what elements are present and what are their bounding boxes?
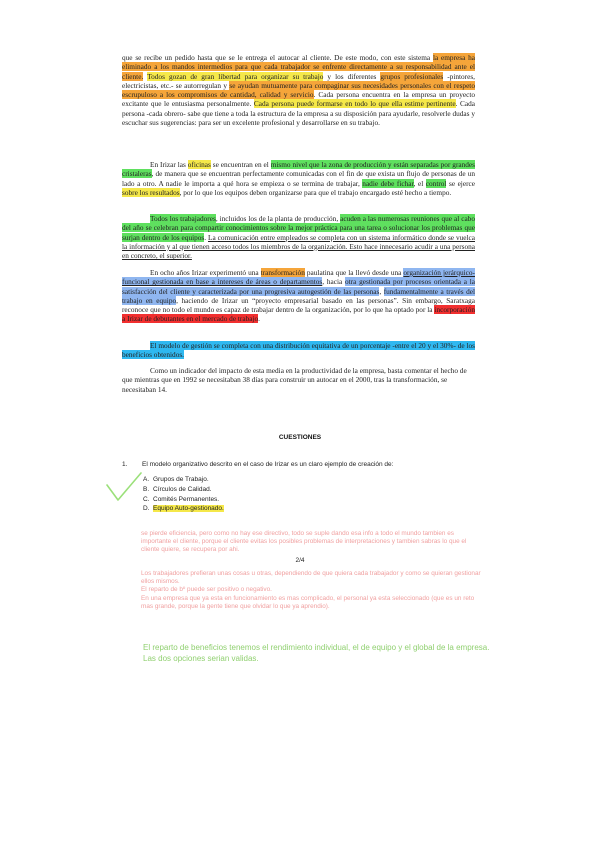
highlight-blue: fundamentalmente a través del trabajo en equipo — [122, 286, 476, 305]
note-line: En una empresa que ya esta en funcionamiento es mas complicado, el personal ya esta seleccionado (que es un reto mas grande, porque la gente tiene que olvidar lo que ya aprendio). — [141, 594, 475, 610]
note-line: El reparto de beneficios tenemos el rendimiento individual, el de equipo y el global de la empresa. — [143, 643, 490, 652]
paragraph-4 — [122, 268, 475, 324]
highlight-orange: transformación — [260, 268, 305, 277]
text-run: , hacia — [322, 277, 345, 287]
text-run: . — [258, 314, 260, 324]
note-line: Las dos opciones serian validas. — [143, 653, 259, 663]
page-number: 2/4 — [295, 557, 305, 564]
highlight-orange: se ayudan mutuamente para compaginar sus necesidades personales con el respeto escrupuloso a los compromisos de cantidad, calidad y servicio — [122, 80, 475, 100]
text-run: , haciendo de Irizar un “proyecto empresarial basado en las personas”. Sin embargo, Saratxaga reconoce que no todo el mundo es capaz de trabajar dentro de la organización, por lo que ha optado por la — [122, 295, 475, 315]
highlight-yellow: Todos gozan de gran libertad para organizar su trabajo — [147, 71, 324, 81]
option-c — [143, 495, 224, 505]
text-run: -pintores, electricistas, etc.- se autorregulan y — [122, 71, 476, 90]
highlight-green: nadie debe fichar — [362, 178, 414, 188]
text-run: . Cada persona -cada obrero- sabe que tiene a toda la estructura de la empresa a su disposición para ayudarle, resolverle dudas y escuchar sus sugerencias: para ser un excelente profesional y desarrollarse en su trabajo. — [122, 99, 475, 128]
question-1 — [122, 461, 482, 468]
text-run: se ejerce — [446, 178, 475, 188]
text-run: y los diferentes — [323, 71, 381, 81]
checkmark-icon — [104, 470, 144, 504]
handwritten-note-red-1: se pierde eficiencia, pero como no hay ese directivo, todo se suple dando esa info a todo el mundo tambien es importante el cliente, porque el cliente evitas los posibles problemas de interpretaciones y tambien sabras lo que el cliente quiere, se recupera por ahi. — [141, 530, 467, 554]
note-line: El reparto de bº puede ser positivo o negativo. — [141, 586, 272, 594]
option-d — [143, 504, 224, 514]
paragraph-2 — [122, 160, 475, 197]
highlight-blue: otra gestionada por procesos orientada a la satisfacción del cliente y caracterizada por una progresiva autogestión de las personas — [122, 277, 475, 296]
note-line: Los trabajadores prefieran unas cosas u otras, dependiendo de que quiera cada trabajador y como se quieran gestionar ellos mismos. — [141, 570, 481, 586]
question-text: El modelo organizativo descrito en el caso de Irizar es un claro ejemplo de creación de: — [142, 461, 394, 468]
answer-options — [143, 475, 224, 514]
underlined-text: La comunicación entre empleados se completa con un sistema informático donde se vuelca la información y al que tienen acceso todos los miembros de la organización. Esto hace innecesario acudir a una persona en concreto, el superior. — [122, 232, 475, 261]
highlight-yellow: sobre los resultados — [122, 187, 180, 197]
option-letter: A. — [143, 476, 150, 483]
highlight-blue: organización jerárquico-funcional gestionada en base a intereses de áreas o departamentos — [122, 268, 475, 287]
highlight-yellow: oficinas — [187, 160, 211, 169]
text-run: , por lo que los equipos deben organizarse para que el trabajo encargado esté hecho a tiempo. — [179, 187, 452, 197]
highlight-green: Todos los trabajadores — [150, 214, 216, 223]
text-run: , el — [413, 178, 426, 188]
option-b — [143, 485, 224, 495]
text-run: paulatina que la llevó desde una — [304, 268, 404, 277]
text-run: En ocho años Irizar experimentó una — [150, 268, 261, 277]
option-letter: B. — [143, 485, 150, 493]
option-letter: C. — [143, 495, 150, 503]
highlight-orange: la empresa ha eliminado a los mandos intermedios para que cada trabajador se enfrente directamente a su responsabilidad ante el cliente. — [122, 53, 475, 81]
paragraph-5 — [122, 341, 475, 360]
handwritten-note-green — [143, 643, 513, 664]
paragraph-6 — [122, 366, 475, 394]
text-run: , de manera que se encuentran perfectamente comunicadas con el fin de que exista un flujo de personas de un lado a otro. A nadie le importa a qué hora se empieza o se termina de trabajar, — [122, 169, 475, 188]
highlight-red: incorporación a Irizar de debutantes en el mercado de trabajo — [122, 305, 475, 324]
option-text-highlighted: Equipo Auto-gestionado. — [153, 505, 224, 513]
question-number: 1. — [122, 461, 128, 468]
highlight-cyan: El modelo de gestión se completa con una distribución equitativa de un porcentaje -entre el 20 y el 30%- de los beneficios obtenidos. — [122, 341, 475, 360]
highlight-yellow: Cada persona puede formarse en todo lo que ella estime pertinente — [253, 99, 456, 109]
text-run: . — [204, 232, 209, 242]
option-a — [143, 475, 224, 485]
highlight-green: acuden a las numerosas reuniones que al cabo del año se celebran para compartir conocimientos sobre la mejor práctica para una tarea o solucionar los problemas que surjan dentro de los equipos — [122, 214, 475, 242]
text-run: , — [379, 286, 384, 296]
text-run: En Irizar las — [150, 160, 188, 169]
highlight-orange: grupos profesionales — [380, 71, 444, 81]
option-text: Círculos de Calidad. — [153, 485, 212, 493]
paragraph-1 — [122, 53, 475, 127]
text-run: Como un indicador del impacto de esta media en la productividad de la empresa, basta comentar el hecho de que mientras que en 1992 se necesitaban 38 días para construir un autocar en el 2000, tras la transformación, se necesitaban 14. — [122, 366, 467, 394]
text-run: , incluidos los de la planta de producción, — [215, 214, 341, 223]
handwritten-note-red-2 — [141, 570, 481, 611]
text-run: . Cada persona encuentra en la empresa un proyecto excitante que le entusiasma personalmente. — [122, 90, 475, 109]
option-letter: D. — [143, 505, 150, 513]
section-title: CUESTIONES — [278, 434, 322, 441]
highlight-green: mismo nivel que la zona de producción y están separadas por grandes cristaleras — [122, 160, 476, 179]
option-text: Grupos de Trabajo. — [153, 476, 209, 483]
text-run: que se recibe un pedido hasta que se le entrega el autocar al cliente. De este modo, con este sistema — [122, 53, 433, 62]
text-run: se encuentran en el — [210, 160, 271, 169]
paragraph-3 — [122, 214, 475, 260]
highlight-green: control — [425, 178, 447, 188]
option-text: Comités Permanentes. — [153, 495, 220, 503]
